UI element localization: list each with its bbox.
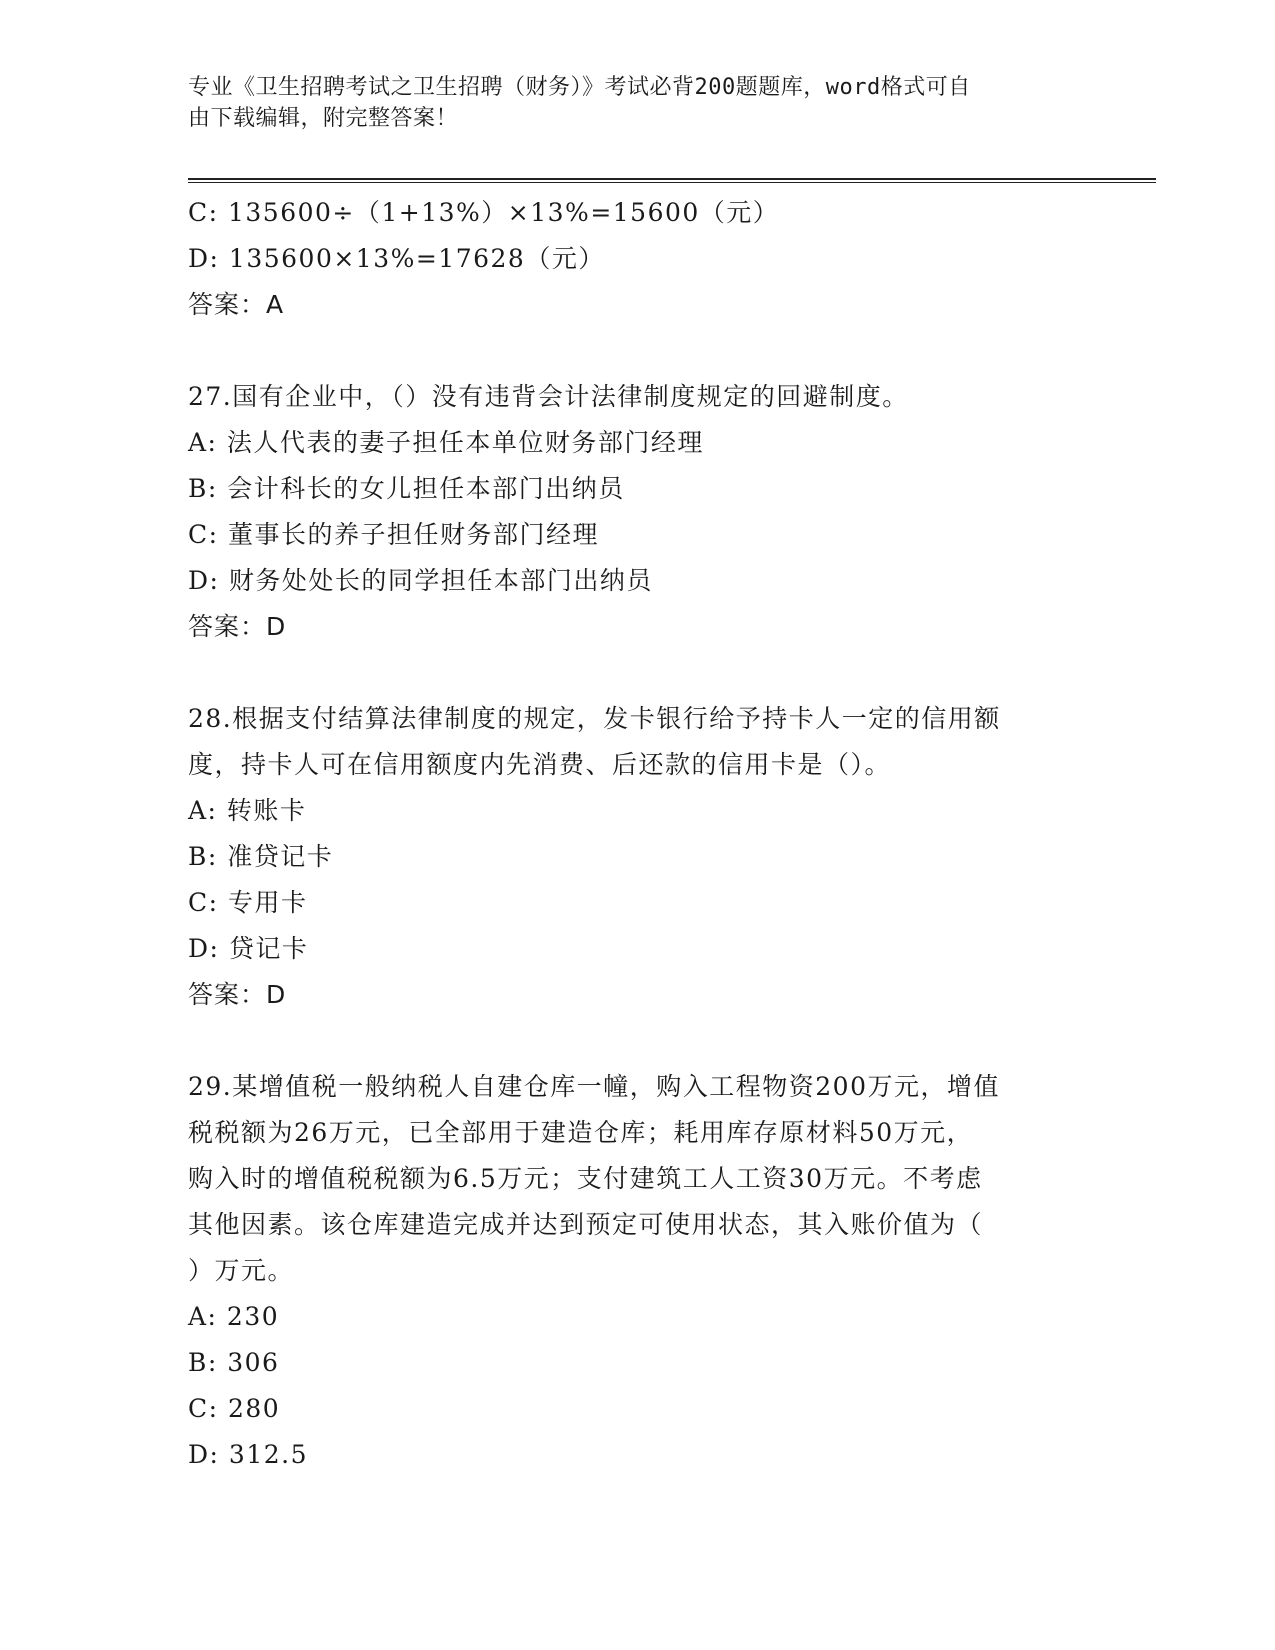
question-stem: 税税额为26万元，已全部用于建造仓库；耗用库存原材料50万元， [188, 1118, 974, 1147]
option-d: D: 贷记卡 [188, 934, 309, 963]
option-a: A: 法人代表的妻子担任本单位财务部门经理 [188, 428, 704, 457]
header-divider-thin [188, 182, 1156, 183]
answer-line: 答案：A [188, 290, 285, 319]
header-line-2: 由下载编辑，附完整答案！ [188, 106, 459, 131]
header-line-1: 专业《卫生招聘考试之卫生招聘（财务）》考试必背200题题库，word格式可自 [188, 75, 971, 100]
option-b: B: 306 [188, 1348, 280, 1377]
question-stem: 其他因素。该仓库建造完成并达到预定可使用状态，其入账价值为（ [188, 1210, 984, 1239]
option-d: D: 135600×13%=17628（元） [188, 244, 605, 273]
question-stem: 27.国有企业中，（）没有违背会计法律制度规定的回避制度。 [188, 382, 909, 411]
question-stem: 28.根据支付结算法律制度的规定，发卡银行给予持卡人一定的信用额 [188, 704, 1001, 733]
question-28 [188, 696, 1088, 1018]
option-d: D: 312.5 [188, 1440, 308, 1469]
question-stem: 度，持卡人可在信用额度内先消费、后还款的信用卡是（）。 [188, 750, 892, 779]
document-body [188, 190, 1088, 1478]
option-a: A: 230 [188, 1302, 280, 1331]
option-c: C: 专用卡 [188, 888, 308, 917]
question-stem: ）万元。 [188, 1256, 295, 1285]
spacer [188, 650, 1088, 696]
option-c: C: 135600÷（1+13%）×13%=15600（元） [188, 198, 780, 227]
question-27 [188, 374, 1088, 650]
option-a: A: 转账卡 [188, 796, 307, 825]
question-26-continued [188, 190, 1088, 328]
option-b: B: 会计科长的女儿担任本部门出纳员 [188, 474, 625, 503]
spacer [188, 1018, 1088, 1064]
page-header [188, 72, 1068, 134]
question-stem: 购入时的增值税税额为6.5万元；支付建筑工人工资30万元。不考虑 [188, 1164, 983, 1193]
question-stem: 29.某增值税一般纳税人自建仓库一幢，购入工程物资200万元，增值 [188, 1072, 1000, 1101]
spacer [188, 328, 1088, 374]
header-divider [188, 178, 1156, 180]
option-d: D: 财务处处长的同学担任本部门出纳员 [188, 566, 653, 595]
question-29 [188, 1064, 1088, 1478]
option-b: B: 准贷记卡 [188, 842, 334, 871]
option-c: C: 280 [188, 1394, 281, 1423]
answer-line: 答案：D [188, 612, 287, 641]
answer-line: 答案：D [188, 980, 287, 1009]
option-c: C: 董事长的养子担任财务部门经理 [188, 520, 599, 549]
